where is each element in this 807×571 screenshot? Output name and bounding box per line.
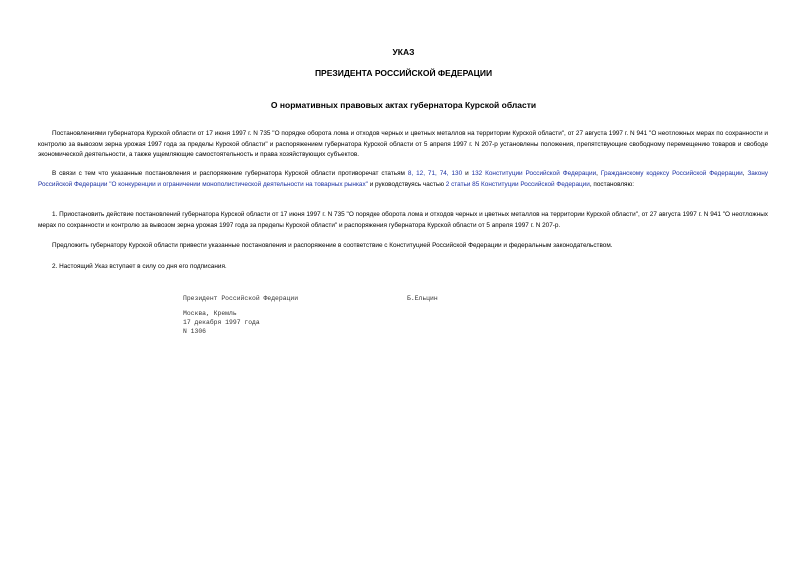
paragraph-preamble: Постановлениями губернатора Курской области от 17 июня 1997 г. N 735 "О порядке оборота лома и отходов черных и цветных металлов на территории Курской области", от 27 августа 1997 г. N 941 "О неотложных мерах по сохранности и контролю за вывозом зерна урожая 1997 года за пределы Курской области" и распоряжением губернатора Курской области от 5 апреля 1997 г. N 207-р установлены положения, препятствующие свободному перемещению товаров и свободе экономической деятельности, а также ущемляющие самостоятельность и права хозяйствующих субъектов. bbox=[38, 130, 768, 159]
document-subject: О нормативных правовых актах губернатора Курской области bbox=[270, 100, 537, 110]
signature-place: Москва, Кремль bbox=[183, 310, 237, 317]
legal-basis-text: и руководствуясь частью bbox=[367, 180, 446, 188]
legal-basis-text: , постановляю: bbox=[589, 180, 635, 188]
legal-basis-text: и bbox=[462, 170, 472, 177]
legal-basis-text: В связи с тем что указанные постановления и распоряжение губернатора Курской области противоречат статьям bbox=[52, 170, 408, 177]
document-title: УКАЗ bbox=[392, 47, 415, 57]
paragraph-legal-basis bbox=[38, 169, 768, 190]
signature-position: Президент Российской Федерации bbox=[183, 295, 299, 302]
legal-basis-text: , bbox=[596, 170, 601, 177]
paragraph-proposal: Предложить губернатору Курской области привести указанные постановления и распоряжение в соответствие с Конституцией Российской Федерации и федеральным законодательством. bbox=[52, 242, 613, 249]
paragraph-clause-1: 1. Приостановить действие постановлений губернатора Курской области от 17 июня 1997 г. N 735 "О порядке оборота лома и отходов черных и цветных металлов на территории Курской области", от 27 августа 1997 г. N 941 "О неотложных мерах по сохранности и контролю за вывозом зерна урожая 1997 года за пределы Курской области" и распоряжения губернатора Курской области от 5 апреля 1997 г. N 207-р. bbox=[38, 211, 768, 229]
link-competition-law[interactable]: Закону Российской Федерации "О конкуренции и ограничении монополистической деятельности на товарных рынках" bbox=[38, 170, 768, 188]
link-constitution-articles[interactable]: 8, 12, 71, 74, 130 bbox=[407, 170, 463, 177]
link-civil-code[interactable]: Гражданскому кодексу Российской Федерации bbox=[600, 170, 743, 177]
link-constitution-article-132[interactable]: 132 Конституции Российской Федерации bbox=[471, 170, 597, 177]
link-constitution-article-85[interactable]: 2 статьи 85 Конституции Российской Федерации bbox=[445, 180, 590, 188]
document-issuer: ПРЕЗИДЕНТА РОССИЙСКОЙ ФЕДЕРАЦИИ bbox=[314, 68, 493, 78]
signature-name: Б.Ельцин bbox=[407, 295, 438, 302]
signature-date: 17 декабря 1997 года bbox=[183, 319, 260, 326]
signature-number: N 1306 bbox=[183, 328, 207, 335]
paragraph-clause-2: 2. Настоящий Указ вступает в силу со дня его подписания. bbox=[52, 263, 227, 270]
legal-basis-text: , bbox=[742, 170, 748, 177]
